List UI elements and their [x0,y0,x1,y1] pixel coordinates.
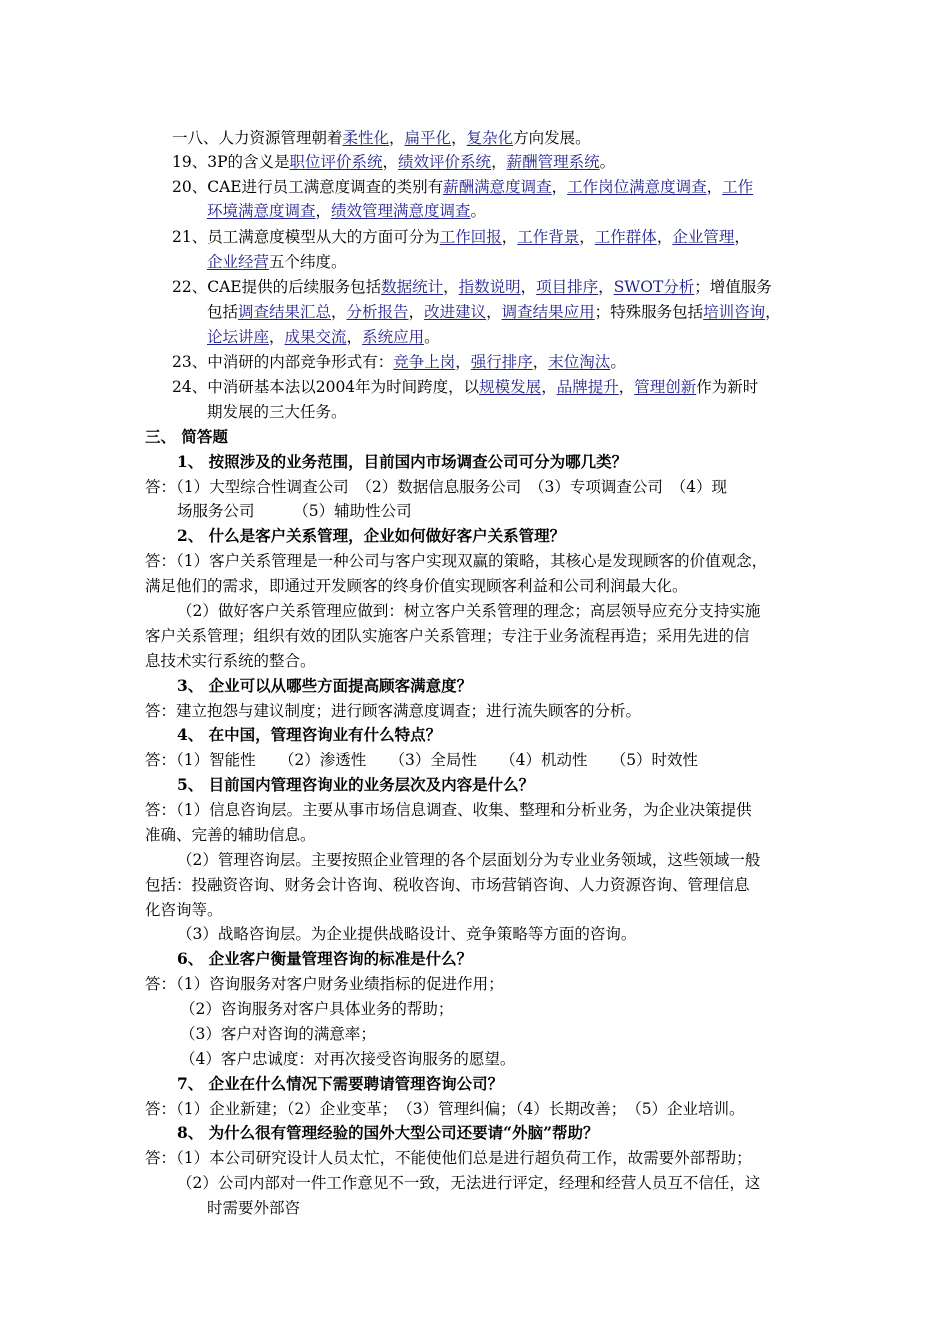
answer-line [180,1047,515,1071]
answer-blank: 薪酬管理系统 [506,153,600,171]
text-segment: （3）客户对咨询的满意率； [180,1025,376,1043]
text-segment: 6、 企业客户衡量管理咨询的标准是什么？ [177,949,473,968]
text-segment: ， [618,378,635,396]
text-segment: 。 [424,328,440,346]
text-segment: 24、中消研基本法以2004年为时间跨度，以 [172,378,480,396]
answer-blank: 扁平化 [404,129,452,147]
text-segment: 方向发展。 [513,129,591,147]
text-segment: 五个纬度。 [269,253,347,271]
text-segment: 5、 目前国内管理咨询业的业务层次及内容是什么？ [177,775,535,794]
text-segment: ， [541,378,557,396]
text-segment: ， [451,129,467,147]
text-segment: 时需要外部咨 [207,1199,301,1217]
answer-line [145,624,750,648]
fill-in-line [172,225,750,249]
text-segment: ， [455,353,471,371]
text-segment: 答：（1）智能性 （2）渗透性 （3）全局性 （4）机动性 （5）时效性 [145,751,699,769]
text-segment: 作为新时 [696,378,759,396]
fill-in-line [172,150,615,174]
answer-blank: 系统应用 [362,328,425,346]
text-segment: ， [315,202,332,220]
question-line [177,524,565,548]
answer-line [145,1097,745,1121]
answer-blank: 品牌提升 [556,378,619,396]
text-segment: ， [532,353,549,371]
answer-blank: 成果交流 [284,328,347,346]
text-segment: 4、 在中国，管理咨询业有什么特点？ [177,725,442,744]
question-line [177,947,472,971]
answer-blank: 培训咨询 [703,303,766,321]
answer-blank: 改进建议 [424,303,487,321]
text-segment: （2）公司内部对一件工作意见不一致，无法进行评定，经理和经营人员互不信任，这 [177,1174,761,1192]
text-segment: 。 [610,353,626,371]
text-segment: （2）做好客户关系管理应做到：树立客户关系管理的理念；高层领导应充分支持实施 [177,602,761,620]
text-segment: 22、CAE提供的后续服务包括 [172,278,382,296]
text-segment: 包括 [207,303,239,321]
text-segment: 场服务公司 （5）辅助性公司 [177,502,412,520]
text-segment: ， [706,178,723,196]
text-segment: 7、 企业在什么情况下需要聘请管理咨询公司？ [177,1074,504,1093]
text-segment: 3、 企业可以从哪些方面提高顾客满意度？ [177,676,473,695]
answer-blank: 企业经营 [207,253,270,271]
answer-line [177,1171,760,1195]
answer-line [145,898,223,922]
text-segment: ， [389,129,405,147]
fill-in-line [207,300,781,324]
text-segment: （2）咨询服务对客户具体业务的帮助； [180,1000,454,1018]
text-segment: 答：（1）客户关系管理是一种公司与客户实现双赢的策略，其核心是发现顾客的价值观念， [145,552,768,570]
answer-blank: 规模发展 [479,378,542,396]
text-segment: ， [269,328,285,346]
answer-line [145,823,316,847]
text-segment: 准确、完善的辅助信息。 [145,826,316,844]
text-segment: ， [408,303,425,321]
answer-blank: 薪酬满意度调查 [443,178,552,196]
fill-in-line [207,199,486,223]
answer-blank: 末位淘汰 [548,353,611,371]
answer-line [145,574,688,598]
text-segment: ， [491,153,507,171]
answer-blank: 企业管理 [672,228,735,246]
answer-blank: 项目排序 [536,278,599,296]
fill-in-line [172,275,772,299]
question-line [177,1072,503,1096]
text-segment: （4）客户忠诚度：对再次接受咨询服务的愿望。 [180,1050,516,1068]
question-line [177,1121,599,1145]
answer-blank: 职位评价系统 [289,153,383,171]
answer-line [145,1146,752,1170]
answer-blank: 绩效评价系统 [398,153,492,171]
text-segment: 23、中消研的内部竞争形式有： [172,353,394,371]
text-segment: ， [734,228,750,246]
answer-blank: 工作回报 [439,228,502,246]
fill-in-line [172,375,758,399]
text-segment: 期发展的三大任务。 [207,403,347,421]
question-line [177,674,472,698]
text-segment: 答：（1）大型综合性调查公司 （2）数据信息服务公司 （3）专项调查公司 （4）现 [145,478,727,496]
answer-line [207,1196,300,1220]
text-segment: （2）管理咨询层。主要按照企业管理的各个层面划分为专业业务领域，这些领域一般 [177,851,761,869]
answer-blank: SWOT分析 [613,278,695,296]
text-segment: 息技术实行系统的整合。 [145,652,316,670]
fill-in-line [172,350,626,374]
answer-line [145,699,641,723]
answer-blank: 强行排序 [470,353,533,371]
answer-blank: 工作群体 [594,228,657,246]
text-segment: 客户关系管理；组织有效的团队实施客户关系管理；专注于业务流程再造；采用先进的信 [145,627,750,645]
text-segment: （3）战略咨询层。为企业提供战略设计、竞争策略等方面的咨询。 [177,925,637,943]
answer-blank: 论坛讲座 [207,328,270,346]
fill-in-line [172,126,591,150]
answer-blank: 柔性化 [342,129,390,147]
answer-line [177,922,636,946]
answer-line [177,599,760,623]
text-segment: 答：建立抱怨与建议制度；进行顾客满意度调查；进行流失顾客的分析。 [145,702,642,720]
text-segment: 1、 按照涉及的业务范围，目前国内市场调查公司可分为哪几类？ [177,452,628,471]
answer-line [145,972,504,996]
text-segment: ， [443,278,459,296]
text-segment: ， [382,153,399,171]
text-segment: ， [501,228,518,246]
text-segment: 。 [470,202,487,220]
fill-in-line [207,250,347,274]
question-line [177,773,534,797]
text-segment: ；特殊服务包括 [594,303,704,321]
text-segment: 。 [599,153,616,171]
text-segment: 一八、人力资源管理朝着 [172,129,343,147]
text-segment: 满足他们的需求，即通过开发顾客的终身价值实现顾客利益和公司利润最大化。 [145,577,688,595]
text-segment: 20、CAE进行员工满意度调查的类别有 [172,178,444,196]
answer-blank: 管理创新 [634,378,697,396]
text-segment: 答：（1）本公司研究设计人员太忙，不能使他们总是进行超负荷工作，故需要外部帮助； [145,1149,752,1167]
answer-line [145,748,698,772]
fill-in-line [172,175,753,199]
text-segment: 三、 简答题 [145,427,228,446]
answer-blank: 工作背景 [517,228,580,246]
text-segment: ， [551,178,568,196]
fill-in-line [207,400,347,424]
text-segment: ， [331,303,347,321]
answer-line [145,549,767,573]
text-segment: 答：（1）企业新建；（2）企业变革； （3）管理纠偏；（4）长期改善； （5）企业培训。 [145,1100,745,1118]
text-segment: ， [656,228,673,246]
answer-line [145,475,727,499]
text-segment: ， [486,303,502,321]
text-segment: 答：（1）信息咨询层。主要从事市场信息调查、收集、整理和分析业务，为企业决策提供 [145,801,752,819]
text-segment: 包括：投融资咨询、财务会计咨询、税收咨询、市场营销咨询、人力资源咨询、管理信息 [145,876,750,894]
answer-line [180,1022,376,1046]
text-segment: ， [346,328,363,346]
answer-blank: 数据统计 [381,278,444,296]
answer-blank: 调查结果应用 [501,303,595,321]
text-segment: 化咨询等。 [145,901,223,919]
answer-blank: 工作 [722,178,754,196]
answer-line [145,649,316,673]
text-segment: ， [579,228,595,246]
answer-blank: 调查结果汇总 [238,303,332,321]
text-segment: ， [520,278,537,296]
text-segment: 21、员工满意度模型从大的方面可分为 [172,228,440,246]
text-segment: 答：（1）咨询服务对客户财务业绩指标的促进作用； [145,975,504,993]
answer-line [177,848,760,872]
answer-blank: 绩效管理满意度调查 [331,202,471,220]
answer-blank: 指数说明 [458,278,521,296]
answer-blank: 工作岗位满意度调查 [567,178,707,196]
answer-line [180,997,453,1021]
fill-in-line [207,325,440,349]
text-segment: ， [598,278,614,296]
text-segment: ；增值服务 [694,278,772,296]
answer-blank: 复杂化 [466,129,514,147]
section-heading [145,425,228,449]
text-segment: 2、 什么是客户关系管理，企业如何做好客户关系管理？ [177,526,566,545]
answer-line [177,499,412,523]
answer-blank: 环境满意度调查 [207,202,316,220]
answer-line [145,873,750,897]
answer-blank: 竞争上岗 [393,353,456,371]
question-line [177,723,441,747]
text-segment: 19、3P的含义是 [172,153,290,171]
text-segment: ， [765,303,781,321]
text-segment: 8、 为什么很有管理经验的国外大型公司还要请“外脑”帮助？ [177,1123,599,1142]
answer-line [145,798,752,822]
question-line [177,450,627,474]
answer-blank: 分析报告 [346,303,409,321]
